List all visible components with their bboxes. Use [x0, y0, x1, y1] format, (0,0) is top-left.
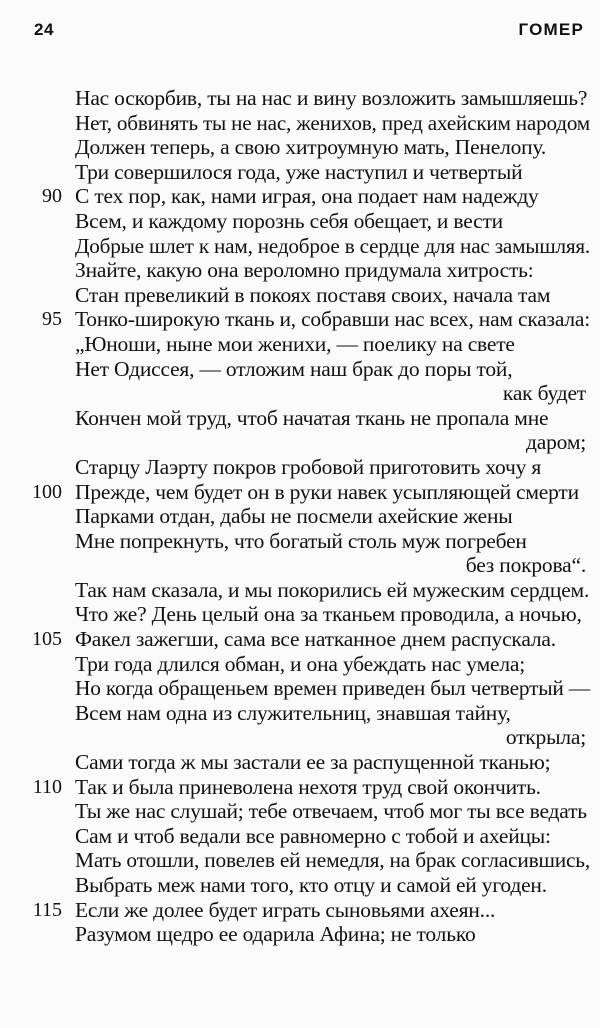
- line-text: Нет Одиссея, — отложим наш брак до поры той,: [75, 356, 513, 381]
- line-text: Нас оскорбив, ты на нас и вину возложить замышляешь?: [75, 86, 588, 110]
- line-text: Сами тогда ж мы застали ее за распущенной тканью;: [75, 750, 551, 775]
- line-text: „Юноши, ныне мои женихи, — поелику на свете: [75, 331, 515, 356]
- verse-line: [0, 307, 600, 332]
- verse-line: [0, 406, 600, 431]
- line-text: Три года длился обман, и она убеждать нас умела;: [75, 651, 525, 676]
- line-number: 90: [42, 185, 62, 208]
- line-number: 110: [32, 775, 62, 798]
- line-number: 95: [42, 308, 62, 331]
- line-text: Если же долее будет играть сыновьями ахеян...: [75, 897, 496, 922]
- line-number: 115: [32, 898, 62, 921]
- verse-line: [0, 184, 600, 209]
- verse-line: [0, 258, 600, 283]
- verse-line: [0, 799, 600, 824]
- verse-line: [0, 480, 600, 505]
- verse-line: [0, 135, 600, 160]
- line-text: Прежде, чем будет он в руки навек усыпляющей смерти: [75, 479, 579, 504]
- line-text: открыла;: [505, 725, 586, 750]
- line-text: Парками отдан, дабы не посмели ахейские жены: [75, 504, 513, 529]
- line-text: Добрые шлет к нам, недоброе в сердце для нас замышляя.: [75, 233, 591, 258]
- verse-line: [0, 504, 600, 529]
- verse-line: [0, 750, 600, 775]
- verse-line-continuation: [0, 430, 600, 455]
- verse-line-continuation: [0, 381, 600, 406]
- line-number: 100: [32, 480, 62, 503]
- line-text: С тех пор, как, нами играя, она подает нам надежду: [75, 184, 539, 209]
- line-text: Знайте, какую она вероломно придумала хитрость:: [75, 258, 534, 283]
- verse-line: [0, 652, 600, 677]
- line-text: Ты же нас слушай; тебе отвечаем, чтоб мог ты все ведать: [75, 799, 587, 824]
- verse-line: [0, 701, 600, 726]
- line-text: Нет, обвинять ты не нас, женихов, пред ахейским народом: [75, 110, 590, 135]
- verse-line: [0, 775, 600, 800]
- verse-line: [0, 332, 600, 357]
- verse-line-continuation: [0, 725, 600, 750]
- verse-line: [0, 922, 600, 947]
- verse-line: [0, 209, 600, 234]
- verse-line-continuation: [0, 553, 600, 578]
- line-text: Всем, и каждому порознь себя обещает, и вести: [75, 208, 503, 233]
- line-text: Мать отошли, повелев ей немедля, на брак согласившись,: [75, 848, 590, 873]
- page-number: 24: [34, 20, 54, 39]
- page-header: [34, 20, 584, 50]
- line-text: Так нам сказала, и мы покорились ей мужеским сердцем.: [75, 577, 590, 602]
- line-text: Кончен мой труд, чтоб начатая ткань не пропала мне: [75, 405, 549, 430]
- verse-line: [0, 873, 600, 898]
- line-text: даром;: [526, 430, 586, 455]
- line-text: Стан превеликий в покоях поставя своих, начала там: [75, 282, 551, 307]
- verse-line: [0, 898, 600, 923]
- line-number: 105: [32, 628, 62, 651]
- line-text: Факел зажегши, сама все натканное днем распускала.: [75, 627, 556, 652]
- verse-line: [0, 824, 600, 849]
- line-text: Старцу Лаэрту покров гробовой приготовить хочу я: [75, 454, 542, 479]
- verse-line: [0, 86, 600, 111]
- line-text: Тонко-широкую ткань и, собравши нас всех, нам сказала:: [75, 307, 590, 332]
- running-title: ГОМЕР: [518, 20, 584, 39]
- line-text: Что же? День целый она за тканьем проводила, а ночью,: [75, 602, 582, 627]
- line-text: Всем нам одна из служительниц, знавшая тайну,: [75, 700, 511, 725]
- verse-line: [0, 455, 600, 480]
- line-text: Сам и чтоб ведали все равномерно с тобой и ахейцы:: [75, 823, 551, 848]
- line-text: Три совершилося года, уже наступил и четвертый: [75, 159, 523, 184]
- verse-line: [0, 848, 600, 873]
- line-text: Так и была приневолена нехотя труд свой окончить.: [75, 774, 541, 799]
- verse-line: [0, 160, 600, 185]
- line-text: Мне попрекнуть, что богатый столь муж погребен: [75, 528, 527, 553]
- verse-line: [0, 627, 600, 652]
- verse-line: [0, 357, 600, 382]
- verse-line: [0, 283, 600, 308]
- line-text: Но когда обращеньем времен приведен был четвертый —: [75, 676, 591, 701]
- line-text: без покрова“.: [465, 553, 586, 578]
- verse-line: [0, 529, 600, 554]
- line-text: Выбрать меж нами того, кто отцу и самой ей угоден.: [75, 873, 547, 897]
- line-text: Должен теперь, а свою хитроумную мать, Пенелопу.: [75, 135, 547, 160]
- verse-line: [0, 602, 600, 627]
- verse-line: [0, 234, 600, 259]
- verse-line: [0, 111, 600, 136]
- verse-block: [0, 86, 600, 947]
- verse-line: [0, 578, 600, 603]
- line-text: как будет: [502, 381, 586, 406]
- verse-line: [0, 676, 600, 701]
- line-text: Разумом щедро ее одарила Афина; не только: [75, 922, 476, 947]
